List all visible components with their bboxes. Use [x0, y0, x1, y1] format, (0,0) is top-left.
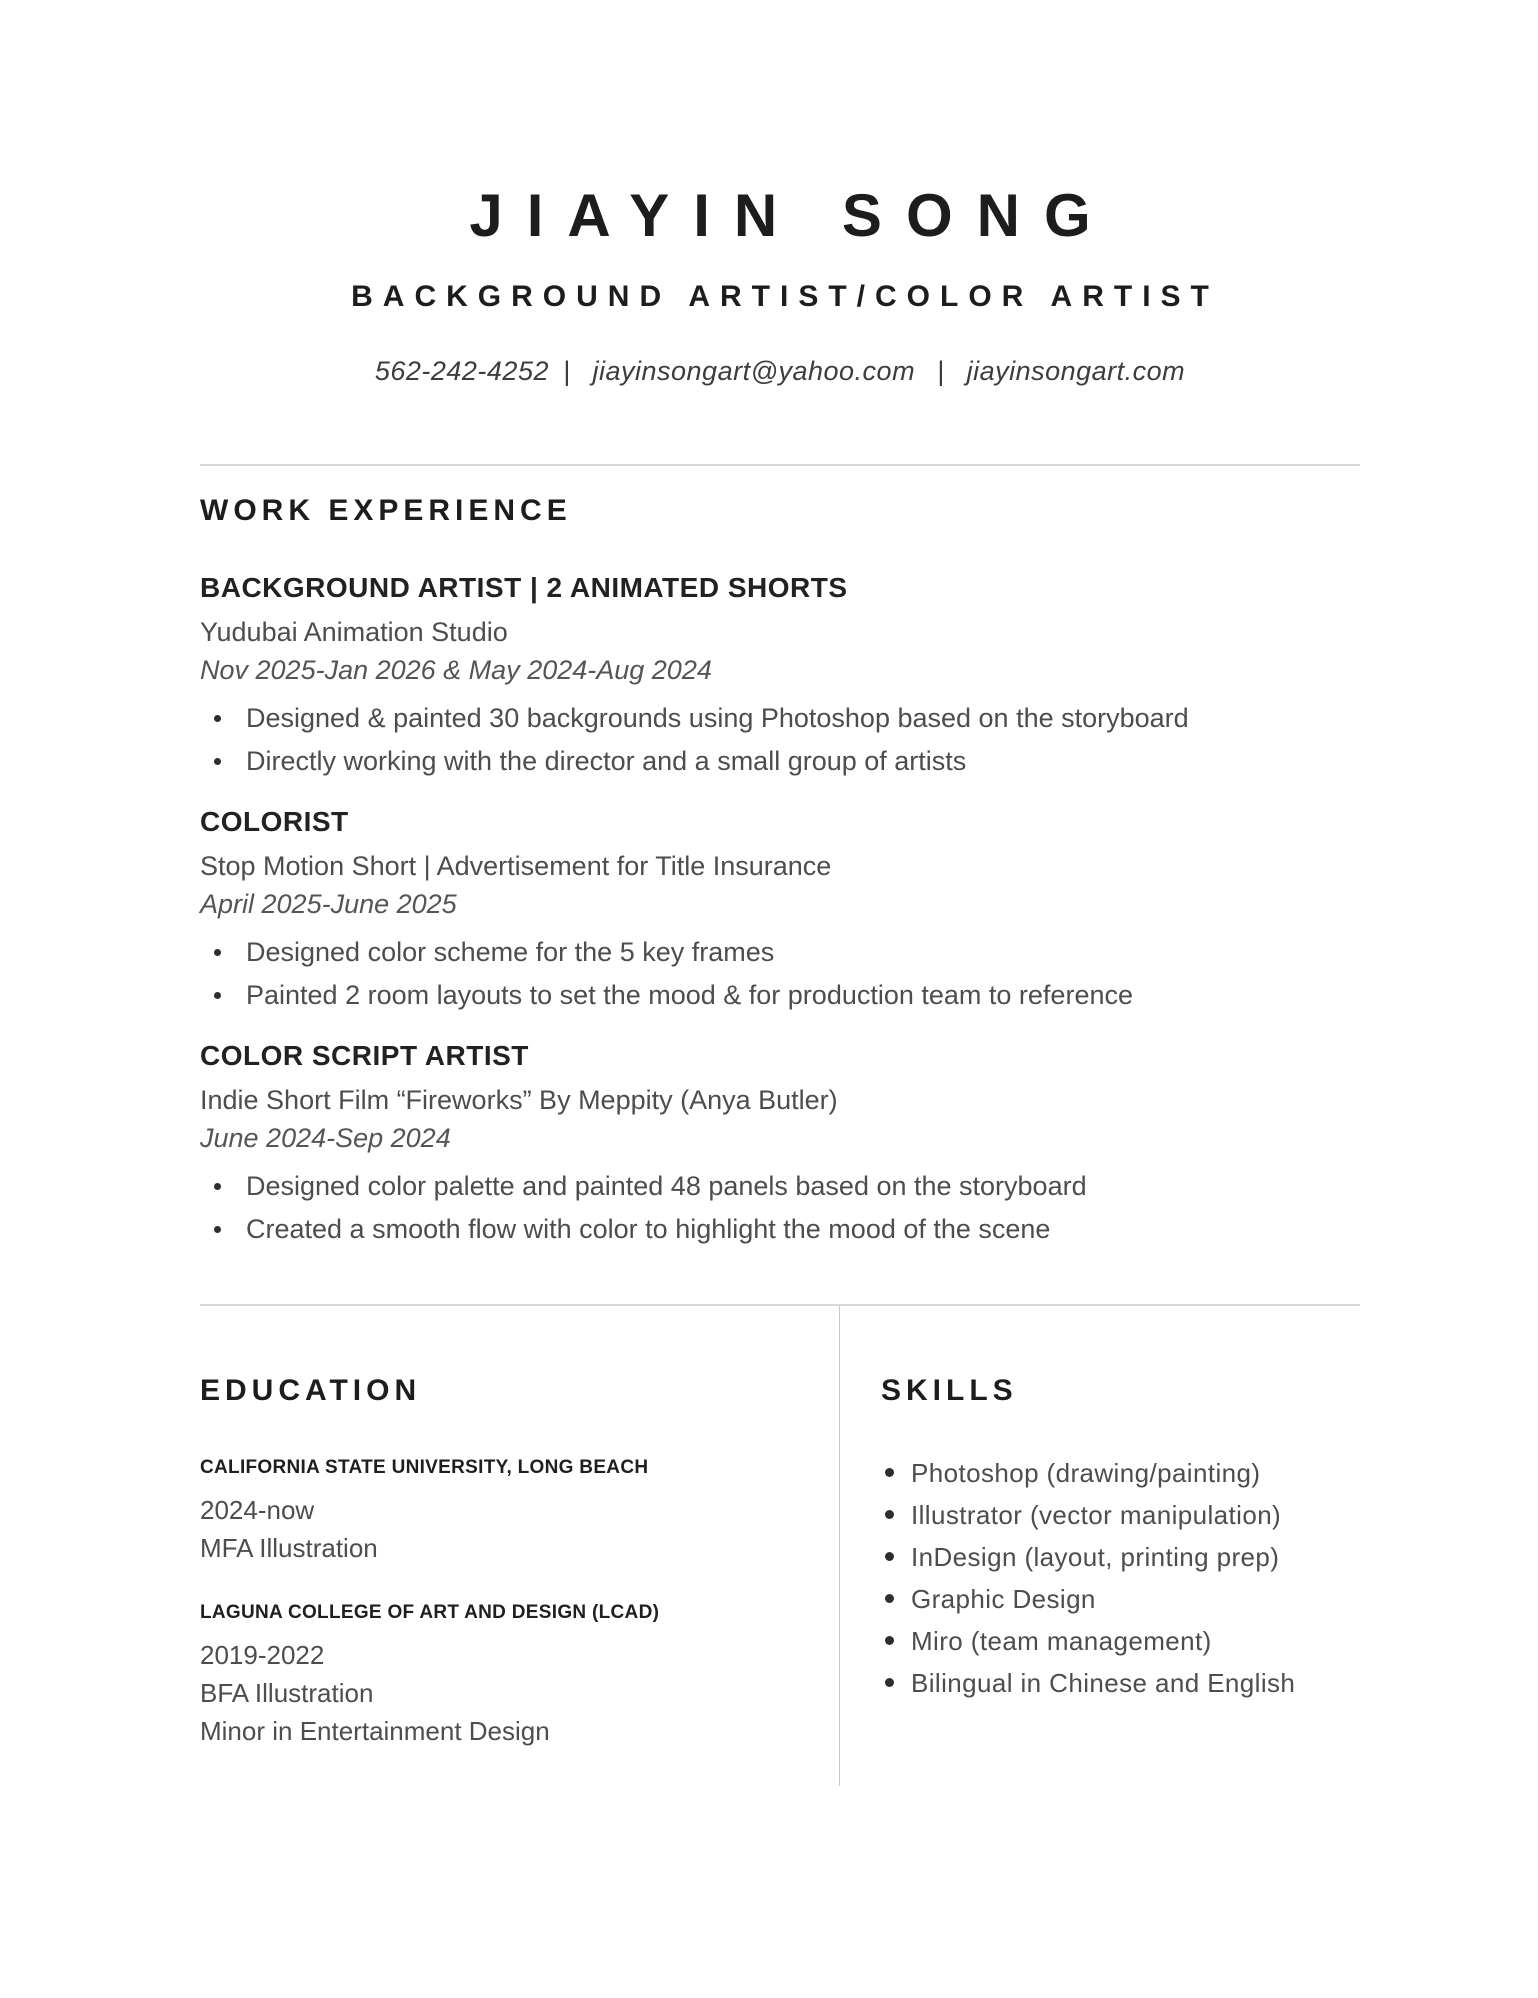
job-dates: April 2025-June 2025 [200, 889, 457, 919]
job-dates: Nov 2025-Jan 2026 & May 2024-Aug 2024 [200, 655, 712, 685]
job-entry [200, 805, 1360, 1017]
bullet-item [200, 1208, 1360, 1251]
education-heading: EDUCATION [200, 1374, 422, 1407]
bullet-text: Designed & painted 30 backgrounds using Photoshop based on the storyboard [246, 703, 1189, 733]
bullet-text: Created a smooth flow with color to highlight the mood of the scene [246, 1214, 1051, 1244]
bullet-text: Directly working with the director and a small group of artists [246, 746, 967, 776]
bullet-icon [214, 758, 221, 765]
job-title: COLOR SCRIPT ARTIST [200, 1040, 529, 1071]
job-bullet-list [200, 1165, 1360, 1251]
job-entry [200, 571, 1360, 783]
bullet-icon [885, 1636, 894, 1645]
bullet-icon [214, 715, 221, 722]
bullet-item [200, 1165, 1360, 1208]
skill-item [881, 1620, 1360, 1662]
school-name: LAGUNA COLLEGE OF ART AND DESIGN (LCAD) [200, 1602, 660, 1623]
school-name: CALIFORNIA STATE UNIVERSITY, LONG BEACH [200, 1457, 649, 1478]
skill-text: Graphic Design [911, 1584, 1096, 1614]
person-name: JIAYIN SONG [469, 182, 1115, 249]
skill-text: InDesign (layout, printing prep) [911, 1542, 1280, 1572]
job-title: COLORIST [200, 806, 349, 837]
education-entry [200, 1454, 809, 1567]
skill-text: Miro (team management) [911, 1626, 1212, 1656]
contact-line: 562-242-4252 | jiayinsongart@yahoo.com | jiayinsongart.com [374, 356, 1186, 386]
work-experience-section [200, 466, 1360, 1251]
skill-item [881, 1578, 1360, 1620]
bullet-item [200, 697, 1360, 740]
bullet-icon [885, 1510, 894, 1519]
bullet-icon [885, 1552, 894, 1561]
job-organization: Yudubai Animation Studio [200, 617, 508, 647]
school-years: 2019-2022 [200, 1640, 325, 1670]
bullet-icon [885, 1468, 894, 1477]
bullet-text: Designed color palette and painted 48 panels based on the storyboard [246, 1171, 1087, 1201]
bullet-text: Painted 2 room layouts to set the mood & for production team to reference [246, 980, 1133, 1010]
skill-text: Illustrator (vector manipulation) [911, 1500, 1282, 1530]
skill-text: Photoshop (drawing/painting) [911, 1458, 1261, 1488]
skills-section [840, 1306, 1360, 1786]
school-minor: Minor in Entertainment Design [200, 1716, 550, 1746]
bullet-icon [214, 1183, 221, 1190]
bullet-item [200, 974, 1360, 1017]
job-bullet-list [200, 931, 1360, 1017]
skill-text: Bilingual in Chinese and English [911, 1668, 1296, 1698]
school-years: 2024-now [200, 1495, 315, 1525]
school-degree: MFA Illustration [200, 1533, 378, 1563]
resume-header [200, 0, 1360, 385]
bullet-item [200, 931, 1360, 974]
bullet-icon [214, 992, 221, 999]
skill-item [881, 1662, 1360, 1704]
job-organization: Indie Short Film “Fireworks” By Meppity (Anya Butler) [200, 1085, 838, 1115]
education-entry [200, 1599, 809, 1750]
bullet-icon [214, 1226, 221, 1233]
bullet-icon [885, 1678, 894, 1687]
job-title: BACKGROUND ARTIST | 2 ANIMATED SHORTS [200, 572, 848, 603]
bullet-icon [885, 1594, 894, 1603]
education-section [200, 1306, 840, 1786]
school-degree: BFA Illustration [200, 1678, 374, 1708]
skill-item [881, 1452, 1360, 1494]
bullet-icon [214, 949, 221, 956]
bullet-text: Designed color scheme for the 5 key frames [246, 937, 775, 967]
skills-list [881, 1452, 1360, 1704]
skill-item [881, 1536, 1360, 1578]
job-dates: June 2024-Sep 2024 [200, 1123, 451, 1153]
job-organization: Stop Motion Short | Advertisement for Title Insurance [200, 851, 832, 881]
person-job-title: BACKGROUND ARTIST/COLOR ARTIST [351, 280, 1219, 313]
work-experience-heading: WORK EXPERIENCE [200, 494, 572, 527]
bottom-columns [200, 1306, 1360, 1786]
job-entry [200, 1039, 1360, 1251]
skills-heading: SKILLS [881, 1374, 1018, 1407]
job-bullet-list [200, 697, 1360, 783]
bullet-item [200, 740, 1360, 783]
skill-item [881, 1494, 1360, 1536]
